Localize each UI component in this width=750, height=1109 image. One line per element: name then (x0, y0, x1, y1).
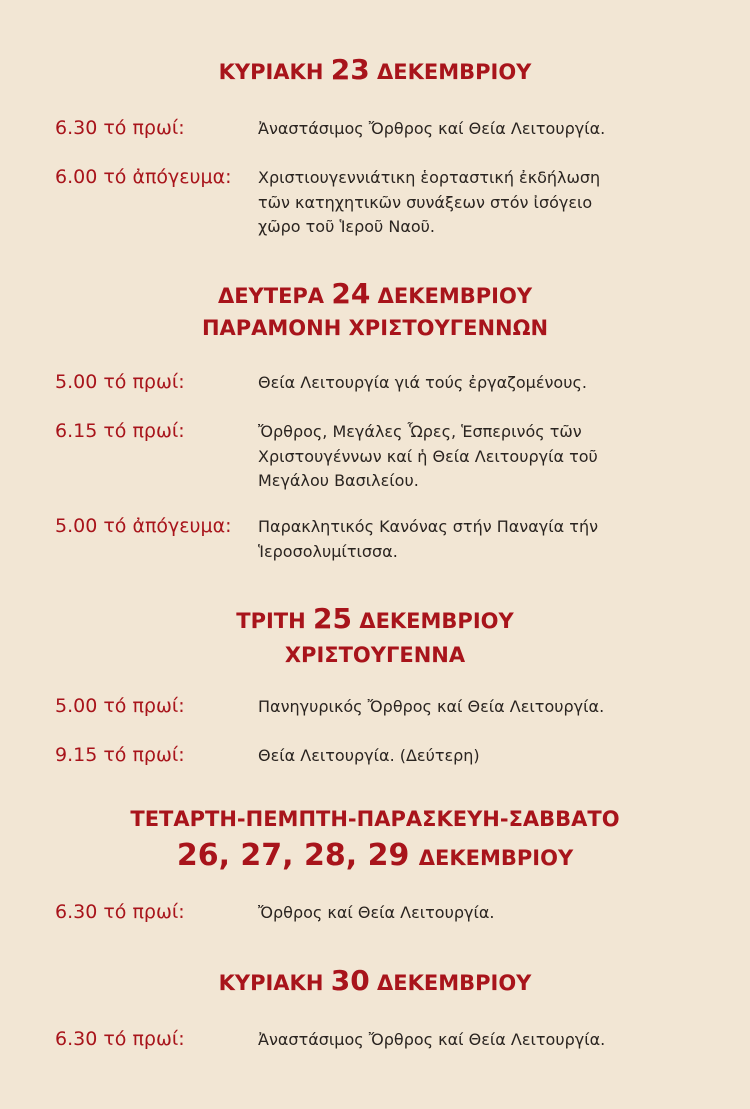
heading-date: 25 (313, 602, 352, 635)
section-heading (0, 966, 750, 998)
description-line: Παρακλητικός Κανόνας στήν Παναγία τήν (258, 517, 599, 536)
event-time: 5.00 τό ἀπόγευμα: (55, 515, 232, 537)
event-time: 6.15 τό πρωί: (55, 420, 185, 442)
section-heading (0, 279, 750, 311)
heading-day: ΚΥΡΙΑΚΗ (218, 971, 324, 995)
event-description (258, 166, 728, 240)
event-description (258, 515, 728, 564)
heading-month: ΔΕΚΕΜΒΡΙΟΥ (418, 846, 574, 870)
event-time: 5.00 τό πρωί: (55, 371, 185, 393)
section-heading-dates (0, 838, 750, 876)
event-description (258, 1028, 728, 1053)
event-description (258, 420, 728, 494)
event-time: 6.00 τό ἀπόγευμα: (55, 166, 232, 188)
description-line: Ἱεροσολυμίτισσα. (258, 541, 398, 561)
heading-date: 24 (331, 277, 371, 310)
section-subtitle: ΧΡΙΣΤΟΥΓΕΝΝΑ (284, 643, 466, 667)
section-subtitle: ΠΑΡΑΜΟΝΗ ΧΡΙΣΤΟΥΓΕΝΝΩΝ (201, 316, 549, 340)
event-description (258, 744, 728, 769)
description-line: Πανηγυρικός Ὄρθρος καί Θεία Λειτουργία. (258, 697, 605, 716)
description-line: τῶν κατηχητικῶν συνάξεων στόν ἰσόγειο (258, 192, 593, 212)
section-heading: ΤΕΤΑΡΤΗ-ΠΕΜΠΤΗ-ΠΑΡΑΣΚΕΥΗ-ΣΑΒΒΑΤΟ (130, 807, 620, 831)
heading-date: 30 (330, 964, 370, 997)
description-line: Ἀναστάσιμος Ὄρθρος καί Θεία Λειτουργία. (258, 119, 606, 138)
description-line: Μεγάλου Βασιλείου. (258, 471, 419, 490)
event-description (258, 371, 728, 396)
section-heading (0, 604, 750, 636)
description-line: Θεία Λειτουργία γιά τούς ἐργαζομένους. (258, 373, 587, 392)
heading-month: ΔΕΚΕΜΒΡΙΟΥ (377, 971, 532, 995)
description-line: Χριστιουγεννιάτικη ἑορταστική ἐκδήλωση (258, 168, 601, 187)
description-line: Χριστουγέννων καί ἡ Θεία Λειτουργία τοῦ (258, 446, 598, 466)
event-description (258, 695, 728, 720)
description-line: χῶρο τοῦ Ἱεροῦ Ναοῦ. (258, 217, 436, 236)
section-heading (0, 55, 750, 87)
event-time: 6.30 τό πρωί: (55, 1028, 185, 1050)
description-line: Ὄρθρος, Μεγάλες Ὧρες, Ἑσπερινός τῶν (258, 422, 582, 441)
description-line: Θεία Λειτουργία. (Δεύτερη) (258, 746, 480, 765)
heading-day: ΔΕΥΤΕΡΑ (217, 284, 325, 308)
description-line: Ὄρθρος καί Θεία Λειτουργία. (258, 903, 495, 922)
event-time: 9.15 τό πρωί: (55, 744, 185, 766)
heading-day: ΤΡΙΤΗ (236, 609, 306, 633)
event-time: 6.30 τό πρωί: (55, 901, 185, 923)
heading-date: 26, 27, 28, 29 (176, 838, 410, 873)
event-description (258, 901, 728, 926)
description-line: Ἀναστάσιμος Ὄρθρος καί Θεία Λειτουργία. (258, 1030, 606, 1049)
heading-month: ΔΕΚΕΜΒΡΙΟΥ (377, 60, 532, 84)
heading-date: 23 (330, 53, 370, 86)
event-time: 5.00 τό πρωί: (55, 695, 185, 717)
event-time: 6.30 τό πρωί: (55, 117, 185, 139)
heading-day: ΚΥΡΙΑΚΗ (218, 60, 324, 84)
heading-month: ΔΕΚΕΜΒΡΙΟΥ (359, 609, 514, 633)
event-description (258, 117, 728, 142)
heading-month: ΔΕΚΕΜΒΡΙΟΥ (377, 284, 533, 308)
